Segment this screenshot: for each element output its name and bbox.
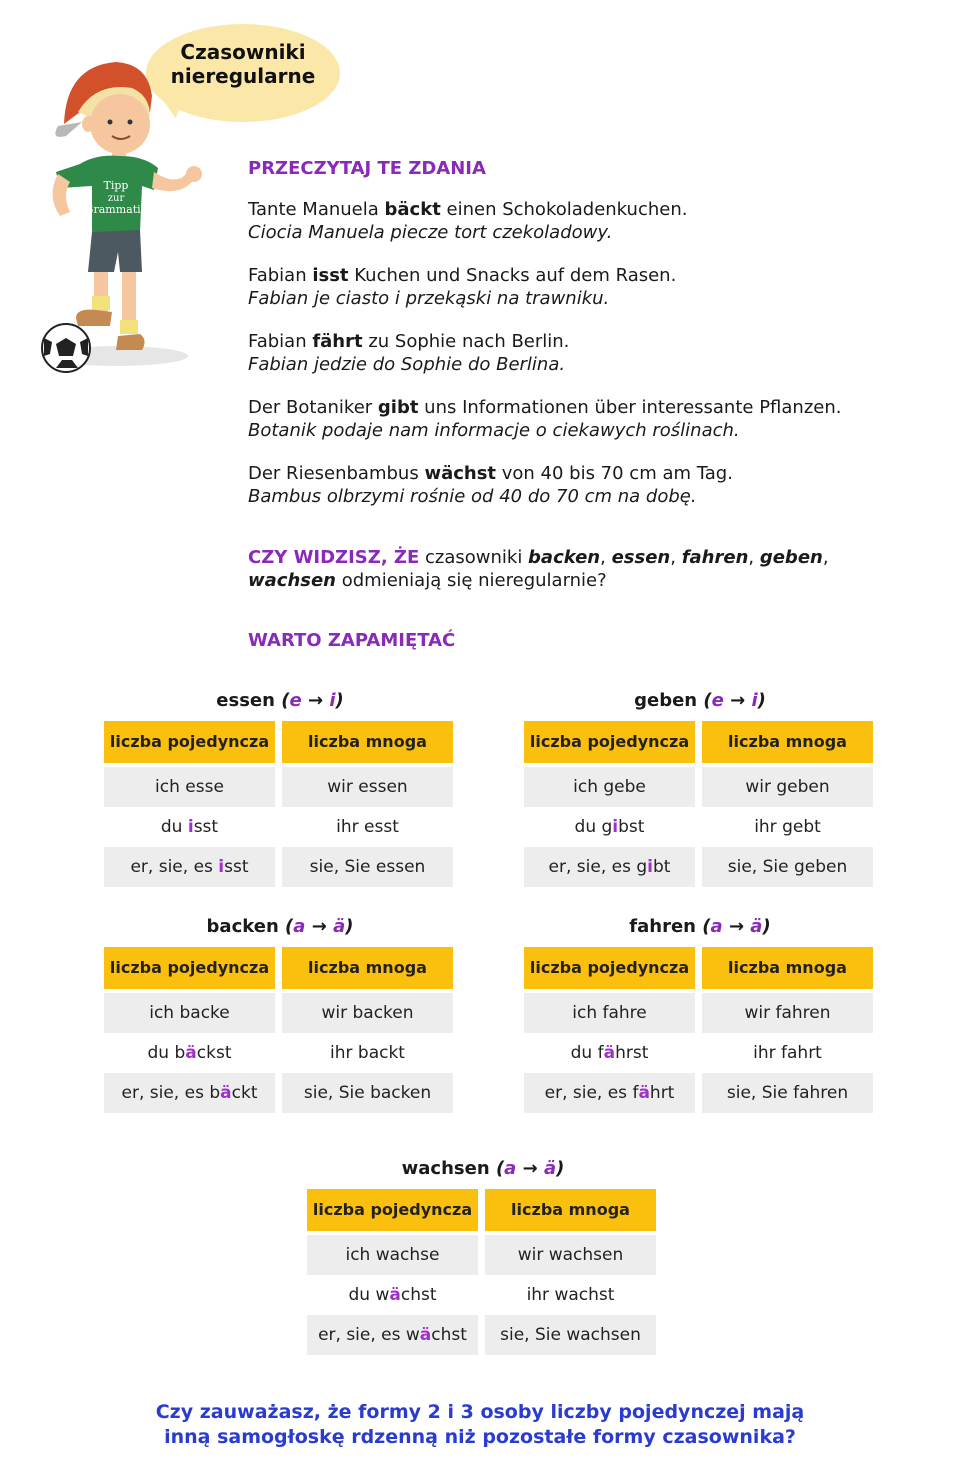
header-plural: liczba mnoga [282, 721, 453, 763]
cell-singular-3: er, sie, es fährt [524, 1073, 695, 1113]
sentence-german: Der Riesenbambus wächst von 40 bis 70 cm am Tag. [248, 463, 733, 484]
verb-table-geben [524, 688, 876, 887]
sentence-item [248, 330, 928, 376]
cell-plural-1: wir essen [282, 767, 453, 807]
conjugation-table [524, 721, 876, 887]
verb-title: wachsen (a → ä) [401, 1158, 565, 1179]
cell-singular-1: ich wachse [307, 1235, 478, 1275]
header-singular: liczba pojedyncza [307, 1189, 478, 1231]
verb-title: geben (e → i) [634, 690, 766, 711]
read-section-title: PRZECZYTAJ TE ZDANIA [248, 158, 486, 179]
cell-singular-1: ich backe [104, 993, 275, 1033]
mascot-boy-illustration [36, 56, 206, 376]
sentences-list [248, 198, 928, 528]
cell-singular-3: er, sie, es isst [104, 847, 275, 887]
cell-singular-2: du fährst [570, 1043, 649, 1063]
sentence-german: Der Botaniker gibt uns Informationen über interessante Pflanzen. [248, 397, 842, 418]
verb-table-fahren [524, 914, 876, 1113]
sentence-polish: Ciocia Manuela piecze tort czekoladowy. [248, 222, 613, 243]
footer-question [80, 1400, 880, 1450]
footer-line2: inną samogłoskę rdzenną niż pozostałe formy czasownika? [164, 1426, 796, 1448]
cell-plural-1: wir fahren [702, 993, 873, 1033]
sentence-german: Fabian fährt zu Sophie nach Berlin. [248, 331, 570, 352]
cell-singular-2: du gibst [574, 817, 645, 837]
verb-title: backen (a → ä) [206, 916, 354, 937]
header-singular: liczba pojedyncza [104, 721, 275, 763]
cell-plural-1: wir geben [702, 767, 873, 807]
cell-singular-3: er, sie, es gibt [524, 847, 695, 887]
header-plural: liczba mnoga [282, 947, 453, 989]
verb-title: essen (e → i) [216, 690, 344, 711]
cell-singular-2: du isst [160, 817, 219, 837]
sentence-polish: Fabian je ciasto i przekąski na trawniku. [248, 288, 610, 309]
bubble-title-line2: nieregularne [170, 64, 316, 88]
header-singular: liczba pojedyncza [524, 947, 695, 989]
verb-title: fahren (a → ä) [629, 916, 771, 937]
cell-singular-2: du bäckst [147, 1043, 232, 1063]
sentence-item [248, 198, 928, 244]
conjugation-table [104, 721, 456, 887]
cell-plural-1: wir wachsen [485, 1235, 656, 1275]
shirt-text-line3: Grammatik [84, 203, 148, 216]
cell-singular-3: er, sie, es wächst [307, 1315, 478, 1355]
cell-singular-3: er, sie, es bäckt [104, 1073, 275, 1113]
shirt-text-line2: zur [107, 193, 125, 204]
cell-plural-2: ihr fahrt [753, 1043, 822, 1063]
cell-plural-2: ihr esst [336, 817, 399, 837]
cell-plural-2: ihr wachst [526, 1285, 615, 1305]
header-plural: liczba mnoga [485, 1189, 656, 1231]
shirt-text-line1: Tipp [103, 179, 129, 192]
sentence-german: Tante Manuela bäckt einen Schokoladenkuchen. [248, 199, 688, 220]
cell-singular-1: ich gebe [524, 767, 695, 807]
cell-singular-2: du wächst [348, 1285, 437, 1305]
cell-singular-1: ich esse [104, 767, 275, 807]
conjugation-table [307, 1189, 659, 1355]
cell-plural-3: sie, Sie fahren [702, 1073, 873, 1113]
question-text: CZY WIDZISZ, ŻE czasowniki backen, essen, fahren, geben, wachsen odmieniają się nieregularnie? [248, 547, 829, 591]
sentence-german: Fabian isst Kuchen und Snacks auf dem Rasen. [248, 265, 677, 286]
cell-plural-1: wir backen [282, 993, 453, 1033]
cell-plural-3: sie, Sie wachsen [485, 1315, 656, 1355]
cell-plural-3: sie, Sie geben [702, 847, 873, 887]
cell-plural-2: ihr gebt [754, 817, 821, 837]
cell-plural-2: ihr backt [330, 1043, 405, 1063]
conjugation-table [524, 947, 876, 1113]
footer-line1: Czy zauważasz, że formy 2 i 3 osoby liczby pojedynczej mają [155, 1401, 805, 1423]
header-singular: liczba pojedyncza [524, 721, 695, 763]
cell-singular-1: ich fahre [524, 993, 695, 1033]
cell-plural-3: sie, Sie essen [282, 847, 453, 887]
header-plural: liczba mnoga [702, 947, 873, 989]
header-plural: liczba mnoga [702, 721, 873, 763]
verb-table-essen [104, 688, 456, 887]
sentence-polish: Bambus olbrzymi rośnie od 40 do 70 cm na dobę. [248, 486, 697, 507]
sentence-item [248, 396, 928, 442]
conjugation-table [104, 947, 456, 1113]
verb-table-backen [104, 914, 456, 1113]
cell-plural-3: sie, Sie backen [282, 1073, 453, 1113]
remember-section-title: WARTO ZAPAMIĘTAĆ [248, 630, 456, 651]
verb-table-wachsen [307, 1156, 659, 1355]
header-singular: liczba pojedyncza [104, 947, 275, 989]
bubble-title-line1: Czasowniki [180, 40, 306, 64]
sentence-polish: Botanik podaje nam informacje o ciekawych roślinach. [248, 420, 740, 441]
sentence-item [248, 462, 928, 508]
sentence-polish: Fabian jedzie do Sophie do Berlina. [248, 354, 566, 375]
sentence-item [248, 264, 928, 310]
